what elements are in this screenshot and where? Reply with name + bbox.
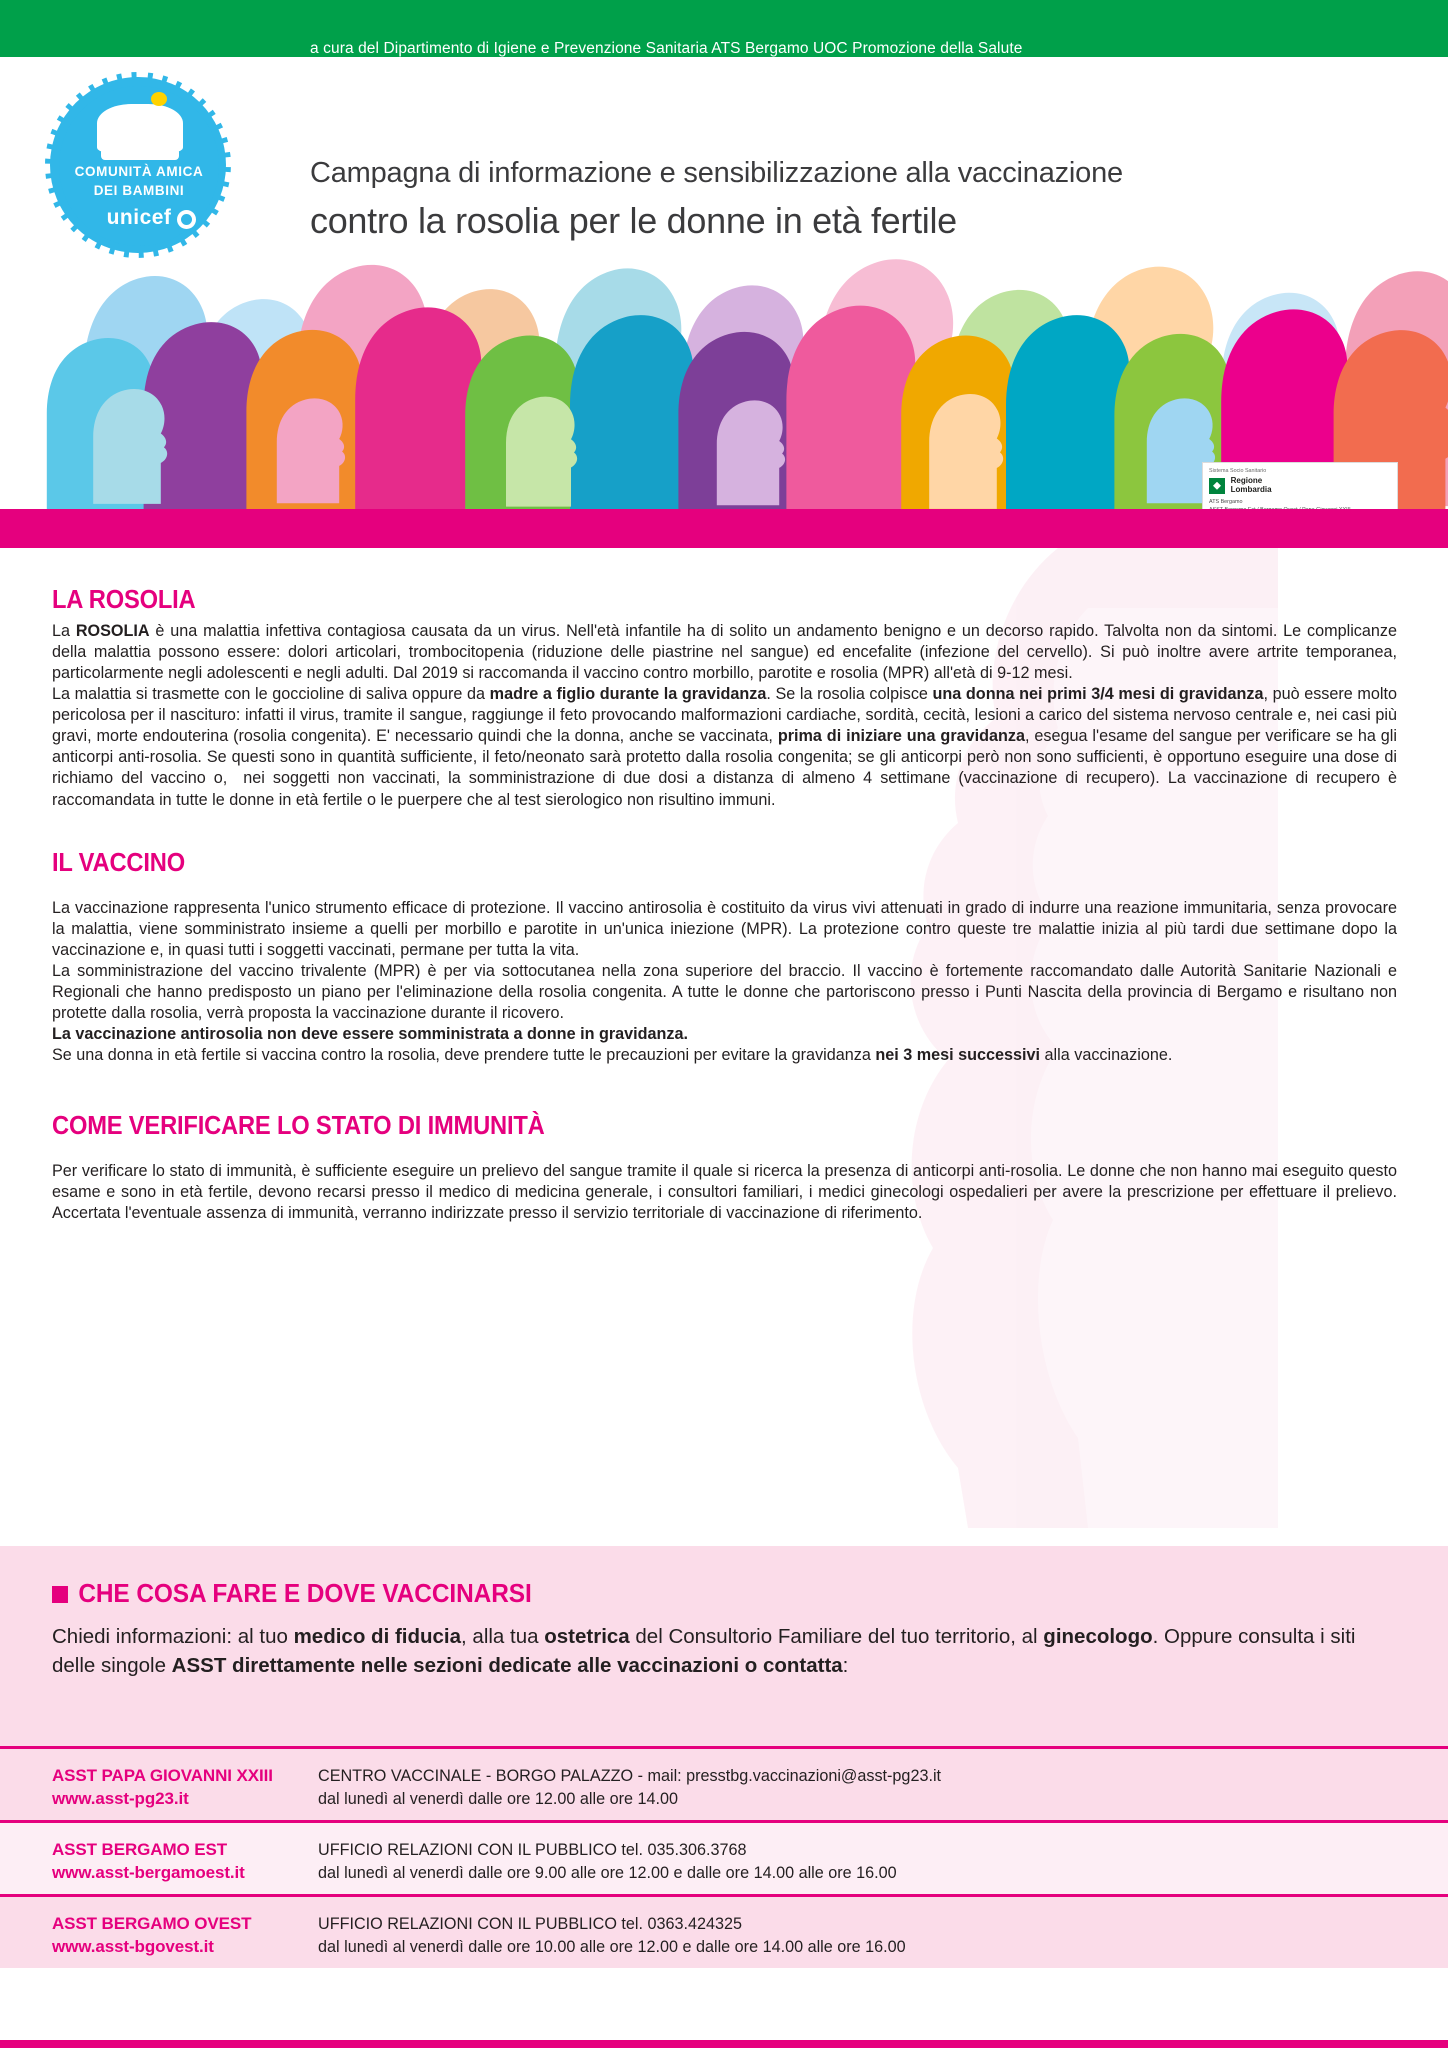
paragraph-rosolia-2: La malattia si trasmette con le goccioline di saliva oppure da madre a figlio durante la gravidanza. Se la rosolia colpisce una donna nei primi 3/4 mesi di gravidanza, può essere molto pericolosa per il nascituro: infatti il virus, tramite il sangue, raggiunge il feto provocando malformazioni cardiache, sordità, cecità, lesioni a carico del sistema nervoso centrale e, nei casi più gravi, morte endouterina (rosolia congenita). E' necessario quindi che la donna, anche se vaccinata, prima di iniziare una gravidanza, esegua l'esame del sangue per verificare se ha gli anticorpi anti-rosolia. Se questi sono in quantità sufficiente, il feto/neonato sarà protetto dalla rosolia congenita; se gli anticorpi però non sono sufficienti, è opportuno eseguire una dose di richiamo del vaccino o, nei soggetti non vaccinati, la somministrazione di due dosi a distanza di almeno 4 settimane (vaccinazione di recupero). La vaccinazione di recupero è raccomandata in tutte le donne in età fertile o le puerpere che al test sierologico non risultino immuni. [52,685,1397,809]
paragraph-vaccino-2: La somministrazione del vaccino trivalente (MPR) è per via sottocutanea nella zona superiore del braccio. Il vaccino è fortemente raccomandato dalle Autorità Sanitarie Nazionali e Regionali che hanno predisposto un piano per l'eliminazione della rosolia congenita. A tutte le donne che partoriscono presso i Punti Nascita della provincia di Bergamo e risultano non protette dalla rosolia, verrà proposta la vaccinazione durante il ricovero. [52,961,1397,1022]
header-band [0,57,1448,509]
unicef-globe-icon [177,210,196,229]
unicef-logo-inner [59,86,219,246]
table-row [0,1820,1448,1894]
credit-text: a cura del Dipartimento di Igiene e Prevenzione Sanitaria ATS Bergamo UOC Promozione della Salute [310,40,1023,57]
cta-panel [0,1546,1448,1746]
paragraph-immunita-1: Per verificare lo stato di immunità, è sufficiente eseguire un prelievo del sangue tramite il quale si ricerca la presenza di anticorpi anti-rosolia. Le donne che non hanno mai eseguito questo esame e sono in età fertile, devono recarsi presso il medico di medicina generale, i consultori familiari, i medici ginecologi ospedalieri per avere la prescrizione per effettuare il prelievo. Accertata l'eventuale assenza di immunità, verranno indirizzate presso il servizio territoriale di vaccinazione di riferimento. [52,1162,1397,1223]
contact-info-line2-1: dal lunedì al venerdì dalle ore 9.00 alle ore 12.00 e dalle ore 14.00 alle ore 16.00 [318,1864,897,1883]
contact-info-1 [318,1839,1398,1886]
contact-website-link-0[interactable]: www.asst-pg23.it [52,1789,189,1809]
section-heading-rosolia: LA ROSOLIA [52,586,196,614]
paragraph-vaccino-warning: La vaccinazione antirosolia non deve essere somministrata a donne in gravidanza. [52,1024,689,1043]
bottom-magenta-bar [0,2040,1448,2048]
lombardia-rose-icon [1209,478,1225,494]
cta-text: Chiedi informazioni: al tuo medico di fiducia, alla tua ostetrica del Consultorio Familiare del tuo territorio, al ginecologo. Oppure consulta i siti delle singole ASST direttamente nelle sezioni dedicate alle vaccinazioni o contatta: [52,1625,1356,1678]
contact-info-0 [318,1765,1398,1812]
paragraph-vaccino-1: La vaccinazione rappresenta l'unico strumento efficace di protezione. Il vaccino antirosolia è costituito da virus vivi attenuati in grado di indurre una reazione immunitaria, senza provocare la malattia, viene somministrato insieme a quelli per morbillo e parotite in un'unica iniezione (MPR). La protezione contro queste tre malattie inizia al più tardi due settimane dopo la vaccinazione e, in quasi tutti i soggetti vaccinati, permane per tutta la vita. [52,898,1397,959]
square-bullet-icon [52,1586,68,1603]
contact-info-line1-1: UFFICIO RELAZIONI CON IL PUBBLICO tel. 035.306.3768 [318,1841,747,1859]
butterfly-icon [151,92,167,106]
table-row [0,1746,1448,1820]
unicef-logo-line1: COMUNITÀ AMICA [74,164,204,179]
paragraph-rosolia-1: La ROSOLIA è una malattia infettiva contagiosa causata da un virus. Nell'età infantile ha di solito un andamento benigno e un decorso rapido. Talvolta non da sintomi. Le complicanze della malattia possono essere: dolori articolari, trombocitopenia (riduzione delle piastrine nel sangue) ed encefalite (infezione del cervello). Si può inoltre avere artrite temporanea, particolarmente negli adolescenti e negli adulti. Dal 2019 si raccomanda il vaccino contro morbillo, parotite e rosolia (MPR) all'età di 9-12 mesi. [52,622,1397,683]
contact-info-line1-0: CENTRO VACCINALE - BORGO PALAZZO - mail: presstbg.vaccinazioni@asst-pg23.it [318,1767,942,1785]
paragraph-vaccino-3: Se una donna in età fertile si vaccina contro la rosolia, deve prendere tutte le precauzioni per evitare la gravidanza nei 3 mesi successivi alla vaccinazione. [52,1046,1173,1064]
contact-asst-label-0: ASST PAPA GIOVANNI XXIII [52,1766,273,1785]
women-silhouettes-illustration [0,232,1448,497]
regione-name-label: Regione Lombardia [1230,476,1272,494]
contact-name-0 [52,1764,317,1811]
credit-bar [0,0,1448,57]
contact-website-link-1[interactable]: www.asst-bergamoest.it [52,1863,245,1883]
unicef-logo [45,72,231,258]
contact-website-link-2[interactable]: www.asst-bgovest.it [52,1937,214,1957]
section-heading-immunita: COME VERIFICARE LO STATO DI IMMUNITÀ [52,1112,545,1141]
cta-title-text: CHE COSA FARE E DOVE VACCINARSI [78,1578,532,1608]
contact-info-2 [318,1913,1398,1960]
contact-info-line2-2: dal lunedì al venerdì dalle ore 10.00 alle ore 12.00 e dalle ore 14.00 alle ore 16.00 [318,1938,906,1957]
body-section [0,548,1448,1548]
table-row [0,1894,1448,1968]
page-title-line1: Campagna di informazione e sensibilizzazione alla vaccinazione [310,157,1123,189]
article-content [52,586,1397,1224]
unicef-logo-line3: unicef [106,206,172,229]
unicef-illustration-icon [97,104,183,152]
contacts-table [0,1746,1448,1968]
contact-asst-label-1: ASST BERGAMO EST [52,1840,228,1859]
contact-info-line2-0: dal lunedì al venerdì dalle ore 12.00 alle ore 14.00 [318,1790,678,1809]
page-title-line2: contro la rosolia per le donne in età fertile [310,200,957,241]
magenta-divider [0,509,1448,548]
section-heading-vaccino: IL VACCINO [52,848,185,877]
contact-name-2 [52,1912,317,1959]
contact-name-1 [52,1838,317,1885]
regione-sub1: ATS Bergamo [1209,499,1243,506]
contact-info-line1-2: UFFICIO RELAZIONI CON IL PUBBLICO tel. 0363.424325 [318,1915,743,1933]
contact-asst-label-2: ASST BERGAMO OVEST [52,1914,252,1933]
unicef-logo-line2: DEI BAMBINI [93,183,185,198]
cta-title [52,1578,532,1609]
regione-system-label: Sistema Socio Sanitario [1209,468,1267,474]
